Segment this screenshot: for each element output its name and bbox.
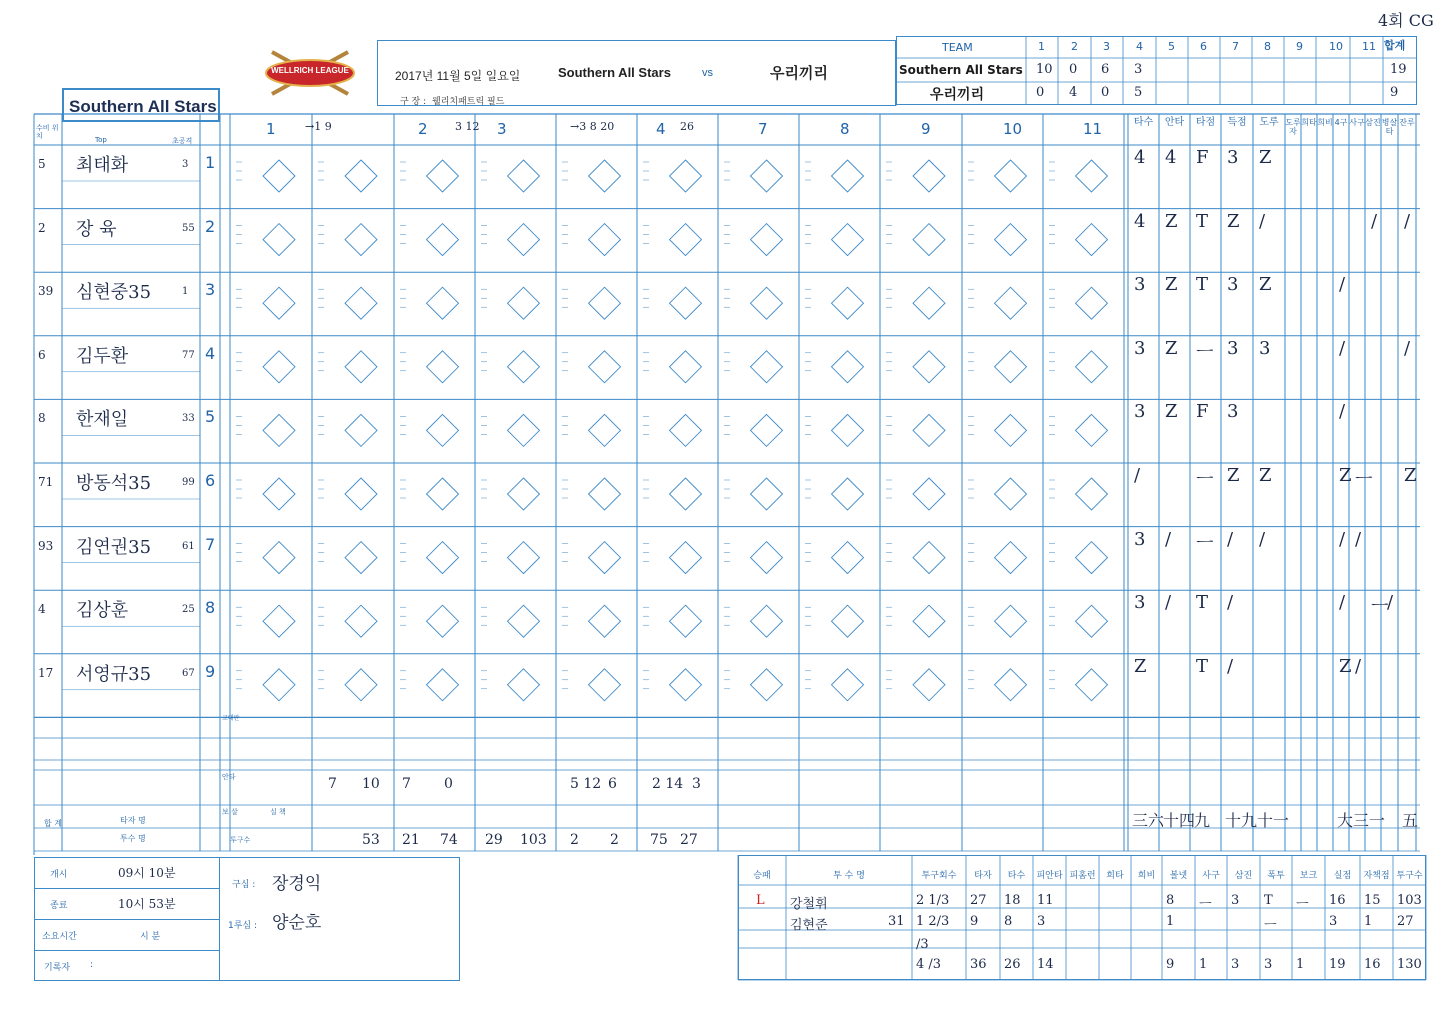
pitching-header: 피안타 [1036,871,1063,881]
pitching-cell-ab: 26 [1004,957,1021,972]
total-pitch-count: 2 [570,832,579,848]
lineup-stat: Z [1165,401,1178,423]
home-team: Southern All Stars [558,65,671,80]
pitching-header: 사구 [1202,871,1220,881]
lineup-stat: Z [1259,274,1272,296]
total-pitch-count: 21 [402,832,420,848]
linescore-score: 0 [1101,85,1110,100]
linescore-inning-3: 3 [1103,40,1110,53]
col-top-header: Top [95,136,107,144]
total-pitch-count: 27 [680,832,698,848]
lineup-pos: 5 [38,157,46,171]
lineup-stat: ㅡ [1371,596,1389,618]
linescore-team-1: Southern All Stars [899,63,1023,77]
stat-header: 희타 [1301,118,1317,127]
linescore-score: 10 [1036,62,1053,77]
linescore-score: 3 [1134,62,1143,77]
totals-pitchers-label: 투수 명 [120,834,146,843]
lineup-no: 77 [182,349,195,361]
linescore-team-2: 우리끼리 [930,87,985,103]
lineup-stat: 3 [1134,274,1146,296]
row-label-errors: 실 책 [270,808,286,816]
lineup-stat: ㅡ [1196,469,1214,490]
lineup-stat: 3 [1134,528,1146,550]
lineup-no: 67 [182,667,195,679]
pitching-cell-bf: 27 [970,893,987,908]
total-stat: 九 [1194,811,1211,830]
total-hits: 7 [328,776,337,792]
linescore-score: 0 [1036,85,1045,100]
pitching-header: 희비 [1137,871,1156,881]
lineup-stat: T [1196,655,1209,677]
first-base-label: 1루심 : [228,921,258,931]
pitching-cell-h: 11 [1037,893,1054,908]
total-stat: 三 [1353,811,1370,830]
row-label-hits: 안타 [222,773,236,781]
umpire-label: 구심 : [232,880,256,890]
vs-label: vs [702,67,713,79]
lineup-stat: ㅡ [1355,469,1373,490]
lineup-stat: T [1196,592,1209,614]
pitching-cell-r: 19 [1329,957,1346,972]
total-pitch-count: 74 [440,832,458,848]
lineup-stat: / [1355,528,1362,550]
pitching-header: 타수 [1007,871,1026,881]
lineup-name: 김상훈 [76,600,129,622]
pitching-cell-er: 1 [1364,914,1373,929]
linescore-inning-2: 2 [1071,40,1078,53]
lineup-stat: / [1355,655,1362,677]
pitching-header: 희타 [1106,871,1124,881]
pitching-cell-pc: 103 [1397,893,1422,908]
pitching-cell-er: 15 [1364,893,1381,908]
inning-header: 4 [656,120,666,138]
lineup-stat: F [1196,401,1209,423]
total-stat: 十一 [1257,811,1290,830]
lineup-pos: 39 [38,284,54,299]
lineup-stat: 3 [1134,592,1146,614]
lineup-stat: T [1196,274,1209,296]
lineup-stat: / [1387,592,1394,614]
lineup-stat: 3 [1134,337,1146,359]
lineup-stat: 3 [1134,401,1146,423]
batting-order: 1 [205,153,216,172]
lineup-stat: 3 [1227,274,1239,296]
lineup-name: 김연권35 [76,536,152,558]
pitching-cell-bb: 9 [1166,957,1175,972]
pitching-header: 투 수 명 [833,871,865,881]
total-stat: 大 [1337,811,1354,830]
linescore-inning-1: 1 [1038,40,1045,53]
lineup-stat: F [1196,147,1209,168]
lineup-name: 최태화 [76,155,129,176]
total-stat: 三六 [1132,811,1165,830]
stat-header: 도루자 [1285,118,1301,136]
total-pitch-count: 103 [520,832,547,848]
pitching-cell-pc: 130 [1397,957,1422,972]
lineup-stat: Z [1227,210,1240,232]
lineup-stat: / [1404,337,1411,359]
pitching-cell-er: 16 [1364,957,1381,972]
lineup-stat: / [1371,210,1378,232]
total-hits: 2 14 [652,776,684,792]
lineup-no: 55 [182,222,195,234]
lineup-no: 25 [182,604,195,616]
lineup-stat: Z [1165,337,1178,359]
venue-label: 구 장 : [400,97,427,107]
total-hits: 5 12 [570,776,602,792]
scorer-label: 기록자 [44,963,71,973]
pitching-cell-name: 김현준 [790,918,828,933]
league-logo-text: WELLRICH LEAGUE [271,66,349,75]
away-team: 우리끼리 [770,64,828,82]
linescore-total: 19 [1390,62,1407,77]
game-date: 2017년 11월 5일 일요일 [395,69,521,83]
batting-order: 2 [205,216,216,236]
linescore-inning-11: 11 [1362,40,1376,53]
lineup-stat: / [1339,592,1346,614]
lineup-pos: 93 [38,538,54,553]
lineup-stat: / [1227,592,1234,614]
batting-order: 4 [205,343,216,363]
inning-note: →3 8 20 [570,120,615,133]
lineup-pos: 17 [38,665,54,680]
lineup-stat: 3 [1259,337,1271,359]
lineup-stat: T [1196,210,1209,232]
linescore-total-label: 합계 [1384,39,1406,52]
stat-header: 병살타 [1381,118,1398,136]
lineup-no: 1 [182,286,189,298]
pitching-header: 폭투 [1267,871,1285,881]
scorer-value: : [90,960,94,970]
pitching-cell-bb: 8 [1166,893,1175,908]
linescore-inning-10: 10 [1329,40,1343,53]
inning-header: 9 [921,120,931,138]
lineup-stat: / [1339,401,1346,423]
pitching-cell-ab: 18 [1004,893,1021,908]
pitching-cell-result: L [756,893,765,908]
batting-order: 3 [205,280,216,300]
inning-header: 10 [1003,120,1023,138]
pitching-cell-h: 14 [1037,957,1054,972]
pitching-cell-wp: 3 [1264,957,1273,972]
lineup-stat: 3 [1227,147,1239,168]
lineup-name: 김두환 [76,345,129,367]
lineup-stat: Z [1227,465,1240,486]
linescore-inning-8: 8 [1264,40,1271,53]
lineup-stat: Z [1165,210,1178,232]
lineup-name: 서영규35 [76,663,152,685]
batting-order: 5 [205,407,216,427]
batting-order: 7 [205,534,216,554]
lineup-no: 33 [182,413,195,425]
stat-header: 사구 [1349,118,1365,127]
batting-order: 8 [205,598,216,618]
pitching-cell-bf: 9 [970,914,979,929]
first-base-value: 양순호 [272,913,322,933]
team-title: Southern All Stars [69,97,217,116]
start-value: 09시 10분 [118,866,176,880]
lineup-stat: Z [1165,274,1178,296]
pitching-cell-innings: /3 [916,937,929,952]
pitching-cell-innings: 4 /3 [916,957,942,972]
pitching-cell-bf: 36 [970,957,987,972]
pitching-cell-innings: 1 2/3 [916,914,950,929]
lineup-name: 심현중35 [76,282,152,304]
pitching-cell-wp: T [1264,893,1273,908]
stat-header: 4구 [1334,118,1348,127]
pitching-cell-so: 3 [1231,957,1240,972]
pitching-cell-bk: 1 [1296,957,1305,972]
corner-note: 4회 CG [1378,11,1434,30]
pitching-cell-so: 3 [1231,893,1240,908]
totals-label: 합 계 [44,819,62,828]
stat-header: 타수 [1133,117,1154,128]
lineup-pos: 6 [38,347,46,362]
pitching-cell-name: 강철휘 [790,897,828,912]
lineup-stat: 4 [1134,210,1146,232]
linescore-inning-4: 4 [1136,40,1143,53]
end-label: 종료 [50,901,68,911]
batting-order: 6 [205,471,216,490]
lineup-stat: / [1339,528,1346,550]
lineup-name: 방동석35 [76,473,152,494]
total-hits: 7 [402,776,411,792]
lineup-no: 3 [182,159,189,170]
inning-header: 3 [497,120,507,138]
lineup-pos: 4 [38,602,46,617]
inning-header: 2 [418,120,428,138]
lineup-stat: / [1404,210,1411,232]
inning-header: 8 [840,120,850,138]
pitching-cell-pc: 27 [1397,914,1414,929]
lineup-stat: 4 [1134,147,1146,168]
linescore-score: 4 [1069,85,1078,100]
lineup-stat: / [1339,274,1346,296]
stat-header: 안타 [1164,117,1185,128]
total-hits: 3 [692,776,701,792]
lineup-no: 99 [182,477,195,488]
lineup-stat: / [1134,465,1141,486]
pitching-header: 볼넷 [1169,871,1188,881]
pitching-header: 승패 [753,871,771,881]
linescore-inning-6: 6 [1200,40,1207,53]
pitching-cell-wp: ㅡ [1264,918,1277,933]
inning-note: 26 [680,120,694,133]
total-pitch-count: 2 [610,832,619,848]
lineup-stat: Z [1134,655,1147,677]
umpire-value: 장경익 [272,874,322,894]
pitching-header: 삼진 [1234,871,1253,881]
start-label: 개시 [50,870,68,880]
stat-header: 도루 [1259,117,1279,128]
lineup-stat: / [1259,210,1266,232]
row-label-change: 교대판 [222,715,240,722]
linescore-total: 9 [1390,85,1399,100]
total-hits: 6 [608,776,617,792]
inning-note: →1 9 [305,120,332,133]
linescore-inning-5: 5 [1168,40,1175,53]
lineup-stat: / [1227,655,1234,677]
pitching-header: 투구수 [1396,871,1423,881]
inning-header: 11 [1083,120,1103,138]
inning-header: 1 [266,120,276,138]
stat-header: 잔루 [1399,118,1415,127]
pitching-cell-no: 31 [888,914,905,929]
lineup-no: 61 [182,540,195,552]
total-hits: 0 [444,776,453,792]
linescore-inning-9: 9 [1296,40,1303,53]
stat-header: 타점 [1195,117,1216,128]
end-value: 10시 53분 [118,897,176,911]
batting-order: 9 [205,661,216,681]
duration-label: 소요시간 [42,932,77,942]
col-pos-header: 수비 위치 [36,124,59,140]
pitching-header: 투구회수 [921,871,957,881]
lineup-pos: 71 [38,475,54,489]
lineup-stat: / [1227,528,1234,550]
total-pitch-count: 75 [650,832,668,848]
pitching-header: 타자 [974,871,992,881]
lineup-stat: / [1339,337,1346,359]
lineup-pos: 8 [38,411,46,426]
linescore-score: 6 [1101,62,1110,77]
total-pitch-count: 29 [485,832,503,848]
pitching-cell-ab: 8 [1004,914,1013,929]
row-label-pitches: 투구수 [230,836,251,844]
lineup-pos: 2 [38,220,46,235]
pitching-cell-bb: 1 [1166,914,1175,929]
linescore-inning-7: 7 [1232,40,1239,53]
linescore-score: 5 [1134,85,1143,100]
pitching-cell-hbp: 1 [1199,957,1208,972]
lineup-stat: / [1259,528,1266,550]
total-stat: 五 [1402,811,1419,830]
row-label-assists: 보 살 [222,808,238,816]
lineup-name: 한재일 [76,409,129,431]
lineup-stat: 3 [1227,401,1239,423]
lineup-stat: Z [1339,465,1352,486]
inning-note: 3 12 [455,120,480,133]
total-hits: 10 [362,776,380,792]
pitching-header: 피홈런 [1069,871,1096,881]
duration-value: 시 분 [140,932,161,942]
stat-header: 희비 [1317,118,1333,127]
lineup-stat: Z [1259,147,1272,168]
pitching-cell-r: 3 [1329,914,1338,929]
pitching-cell-hbp: ㅡ [1199,897,1212,912]
stat-header: 삼진 [1365,118,1381,127]
venue: 웰리치패트릭 필드 [432,97,505,107]
pitching-header: 자책점 [1363,871,1390,881]
linescore-team-label: TEAM [942,41,973,54]
lineup-stat: 3 [1227,337,1239,359]
total-stat: 十四 [1163,811,1196,830]
lineup-stat: ㅡ [1196,532,1214,554]
pitching-cell-h: 3 [1037,914,1046,929]
lineup-stat: Z [1404,465,1417,486]
lineup-stat: / [1165,528,1172,550]
pitching-cell-innings: 2 1/3 [916,893,950,908]
col-order-header: 초공격 [172,137,193,145]
lineup-stat: Z [1259,465,1272,486]
total-pitch-count: 53 [362,832,380,848]
linescore-score: 0 [1069,62,1078,77]
pitching-header: 실점 [1333,871,1352,881]
lineup-stat: ㅡ [1196,341,1214,363]
inning-header: 7 [758,120,768,138]
lineup-stat: Z [1339,655,1352,677]
lineup-stat: 4 [1165,147,1177,168]
pitching-cell-r: 16 [1329,893,1346,908]
total-stat: 一 [1369,811,1386,830]
totals-batters-label: 타자 명 [120,816,146,825]
stat-header: 득점 [1227,117,1247,128]
total-stat: 十九 [1225,811,1258,830]
pitching-cell-bk: ㅡ [1296,897,1309,912]
pitching-header: 보크 [1299,871,1318,881]
lineup-stat: / [1165,592,1172,614]
lineup-name: 장 육 [76,218,117,240]
